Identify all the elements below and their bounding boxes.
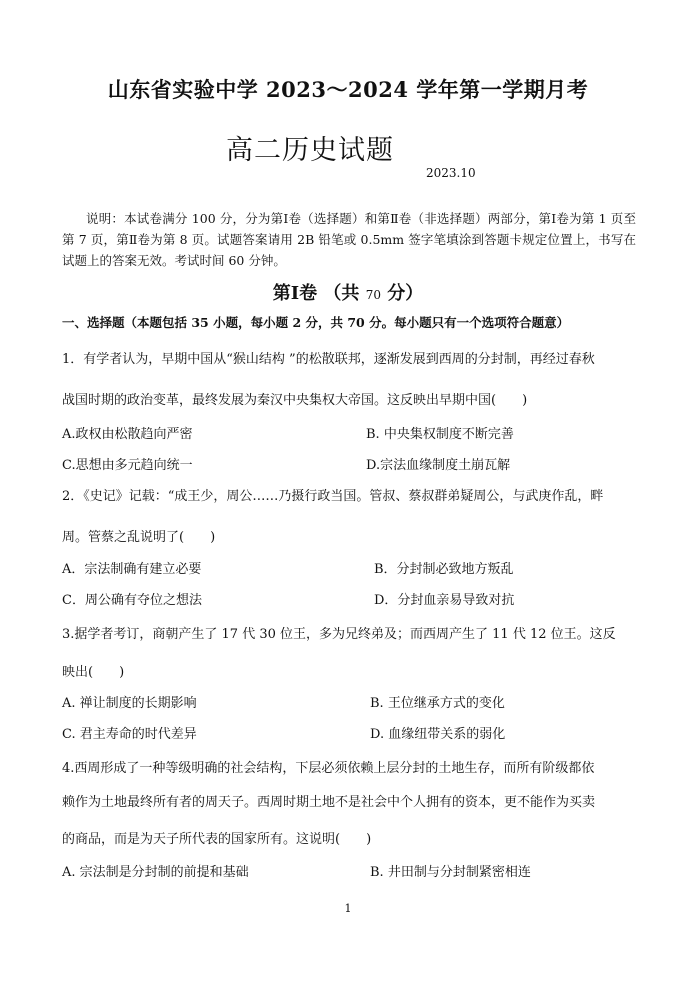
question-2-stem-line-2: 周。管蔡之乱说明了( ) — [62, 530, 216, 545]
question-2-option-b: B．分封制必致地方叛乱 — [374, 562, 514, 577]
question-4-stem-line-3: 的商品，而是为天子所代表的国家所有。这说明( ) — [62, 832, 372, 847]
page-number: 1 — [344, 902, 352, 915]
question-2-option-c: C．周公确有夺位之想法 — [62, 593, 202, 608]
part-title: 第Ⅰ卷 （共 — [272, 283, 360, 304]
exam-date: 2023.10 — [426, 166, 476, 180]
exam-instructions: 说明：本试卷满分 100 分，分为第Ⅰ卷（选择题）和第Ⅱ卷（非选择题）两部分，第Ⅰ卷为第 1 页至第 7 页，第Ⅱ卷为第 8 页。试题答案请用 2B 铅笔或 0.5mm 签字笔填涂到答题卡规定位置上，书写在试题上的答案无效。考试时间 60 分钟。 — [62, 211, 636, 268]
question-1-option-d: D.宗法血缘制度土崩瓦解 — [366, 458, 511, 473]
question-4-option-b: B. 井田制与分封制紧密相连 — [370, 865, 531, 880]
question-3-option-b: B. 王位继承方式的变化 — [370, 696, 505, 711]
question-1-option-c: C.思想由多元趋向统一 — [62, 458, 193, 473]
question-2-option-d: D．分封血亲易导致对抗 — [374, 593, 515, 608]
question-2-stem-line-1: 2．《史记》记载：“成王少，周公……乃摄行政当国。管叔、蔡叔群弟疑周公，与武庚作乱，畔 — [62, 489, 604, 504]
question-4-stem-line-2: 赖作为土地最终所有者的周天子。西周时期土地不是社会中个人拥有的资本，更不能作为买卖 — [62, 795, 596, 810]
part-score: 70 — [365, 288, 381, 302]
question-1-stem-line-2: 战国时期的政治变革，最终发展为秦汉中央集权大帝国。这反映出早期中国( ) — [62, 393, 528, 408]
question-3-stem-line-1: 3.据学者考订，商朝产生了 17 代 30 位王，多为兄终弟及；而西周产生了 11 代 12 位王。这反 — [62, 627, 616, 642]
subject-title: 高二历史试题 — [226, 135, 394, 166]
part-one-heading — [0, 279, 696, 305]
question-3-option-a: A. 禅让制度的长期影响 — [62, 696, 197, 711]
question-1-option-b: B. 中央集权制度不断完善 — [366, 427, 514, 442]
part-suffix: 分） — [387, 283, 424, 304]
question-3-option-d: D. 血缘纽带关系的弱化 — [370, 727, 506, 742]
section-heading: 一、选择题（本题包括 35 小题，每小题 2 分，共 70 分。每小题只有一个选项符合题意） — [62, 315, 570, 330]
question-4-stem-line-1: 4.西周形成了一种等级明确的社会结构，下层必须依赖上层分封的土地生存，而所有阶级都依 — [62, 761, 595, 776]
question-1-option-a: A.政权由松散趋向严密 — [62, 427, 193, 442]
question-1-stem-line-1: 1．有学者认为，早期中国从“猴山结构 ”的松散联邦，逐渐发展到西周的分封制，再经过春秋 — [62, 352, 595, 367]
question-4-option-a: A. 宗法制是分封制的前提和基础 — [62, 865, 249, 880]
question-3-stem-line-2: 映出( ) — [62, 665, 125, 680]
school-exam-title: 山东省实验中学 2023～2024 学年第一学期月考 — [107, 77, 589, 102]
question-2-option-a: A．宗法制确有建立必要 — [62, 562, 202, 577]
question-3-option-c: C. 君主寿命的时代差异 — [62, 727, 197, 742]
